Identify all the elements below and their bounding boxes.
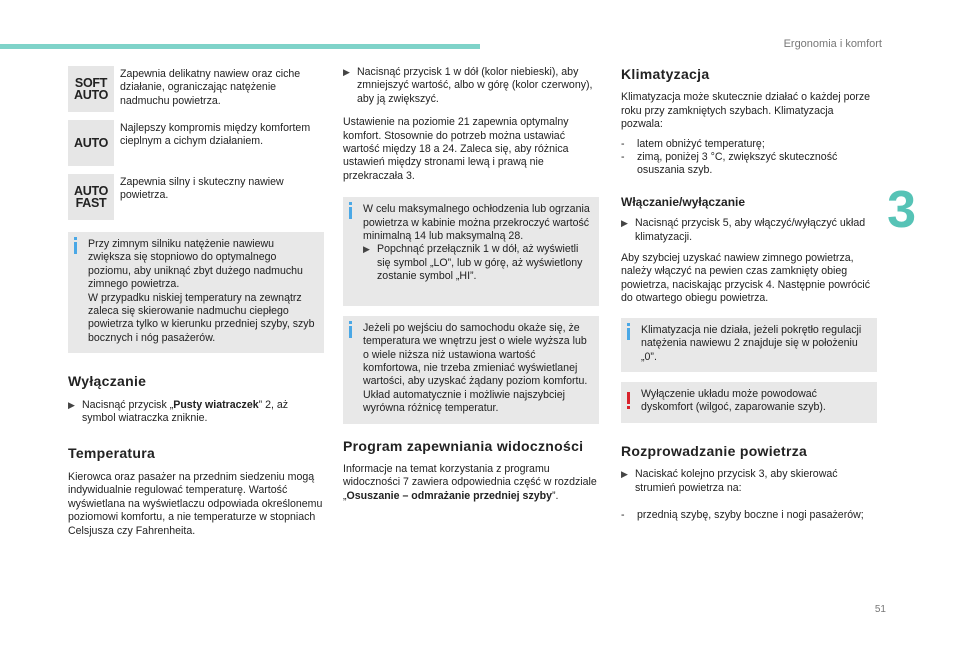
column-3 <box>621 66 877 522</box>
paragraph: Klimatyzacja może skutecznie działać o każdej porze roku przy zamkniętych szybach. Klimatyzacja pozwala: <box>621 91 871 131</box>
arrow-bullet-icon: ▶ <box>68 399 75 410</box>
arrow-bullet-icon: ▶ <box>621 218 628 229</box>
auto-badge: AUTO <box>68 120 114 166</box>
list-item: - latem obniżyć temperaturę; <box>621 137 765 150</box>
info-icon <box>627 323 630 326</box>
arrow-bullet-icon: ▶ <box>621 469 628 480</box>
mode-soft-auto <box>68 66 324 112</box>
bullet-item: ▶ Nacisnąć przycisk 1 w dół (kolor niebieski), aby zmniejszyć wartość, albo w górę (kolor czerwony), aby ją zwiększyć. <box>343 66 593 105</box>
soft-auto-badge: SOFT AUTO <box>68 66 114 112</box>
warning-icon <box>627 392 630 404</box>
warning-box <box>621 382 877 423</box>
paragraph: Ustawienie na poziomie 21 zapewnia optymalny komfort. Stosownie do potrzeb można ustawiać wartość między 18 a 24. Zaleca się, aby różnica ustawień między stronami lewą i prawą nie przekraczała 3. <box>343 116 569 182</box>
header-accent-bar <box>0 44 480 49</box>
bullet-item: ▶ Nacisnąć przycisk 5, aby włączyć/wyłączyć układ klimatyzacji. <box>621 217 866 243</box>
heading-program-widocznosci: Program zapewniania widoczności <box>343 437 584 454</box>
info-box <box>621 318 877 372</box>
column-1 <box>68 66 324 544</box>
warning-text: Wyłączenie układu może powodować dyskomfort (wilgoć, zaparowanie szyb). <box>641 387 826 414</box>
mode-description: Najlepszy kompromis między komfortem cieplnym a cichym działaniem. <box>120 122 311 148</box>
info-icon <box>349 202 352 205</box>
info-text: Przy zimnym silniku natężenie nawiewu zwiększa się stopniowo do optymalnego poziomu, aby uniknąć zbyt dużego nadmuchu zimnego powietrza. <box>88 238 303 291</box>
heading-wylaczanie: Wyłączanie <box>68 373 147 390</box>
info-box <box>68 232 324 353</box>
info-text: Klimatyzacja nie działa, jeżeli pokrętło regulacji natężenia nawiewu 2 znajduje się w położeniu „0”. <box>641 323 862 363</box>
paragraph: Informacje na temat korzystania z programu widoczności 7 zawiera odpowiednia część w rozdziale „Osuszanie – odmrażanie przedniej szyby”. <box>343 462 597 502</box>
list-item: - zimą, poniżej 3 °C, zwiększyć skuteczność osuszania szyb. <box>621 151 838 177</box>
info-box <box>343 197 599 305</box>
mode-description: Zapewnia silny i skuteczny nawiew powietrza. <box>120 176 284 202</box>
chapter-number: 3 <box>887 181 916 239</box>
info-icon <box>74 237 77 240</box>
info-text: W celu maksymalnego ochłodzenia lub ogrzania powietrza w kabinie można przekroczyć wartość minimalną 14 lub maksymalną 28. <box>363 203 590 243</box>
bullet-item: ▶ Popchnąć przełącznik 1 w dół, aż wyświetli się symbol „LO”, lub w górę, aż wyświetlony zostanie symbol „HI”. <box>363 243 583 283</box>
page-number: 51 <box>874 604 886 615</box>
mode-auto-fast <box>68 174 324 220</box>
mode-description: Zapewnia delikatny nawiew oraz ciche działanie, ograniczając natężenie nadmuchu powietrza. <box>120 68 301 107</box>
info-icon <box>349 321 352 324</box>
heading-temperatura: Temperatura <box>68 445 156 462</box>
bullet-item: ▶ Nacisnąć przycisk „Pusty wiatraczek” 2, aż symbol wiatraczka zniknie. <box>68 398 289 425</box>
heading-klimatyzacja: Klimatyzacja <box>621 66 710 82</box>
paragraph: Kierowca oraz pasażer na przednim siedzeniu mogą indywidualnie regulować temperaturę. Wartość wyświetlana na wyświetlaczu odpowiada określonemu poziomowi komfortu, a nie temperaturze w stopniach Celsjusza czy Fahrenheita. <box>68 470 323 537</box>
info-text: W przypadku niskiej temperatury na zewnątrz zaleca się skierowanie nadmuchu ciepłego powietrza tylko w kierunku przedniej szyby, szyb bocznych i nóg pasażerów. <box>88 291 315 344</box>
paragraph: Aby szybciej uzyskać nawiew zimnego powietrza, należy włączyć na pewien czas zamknięty obieg powietrza, naciskając przycisk 4. Następnie powrócić do otwartego obiegu powietrza. <box>621 252 871 305</box>
column-2 <box>343 66 599 509</box>
info-text: Jeżeli po wejściu do samochodu okaże się, że temperatura we wnętrzu jest o wiele wyższa lub o wiele niższa niż ustawiona wartość komfortowa, nie trzeba zmieniać wyświetlanej wartości, aby uzyskać żądany poziom komfortu. Układ automatycznie i możliwie najszybciej wyrówna różnicę temperatur. <box>363 321 588 415</box>
list-item: - przednią szybę, szyby boczne i nogi pasażerów; <box>621 508 864 521</box>
bullet-item: ▶ Naciskać kolejno przycisk 3, aby skierować strumień powietrza na: <box>621 468 838 494</box>
mode-auto <box>68 120 324 166</box>
heading-wlaczanie: Włączanie/wyłączanie <box>621 194 746 209</box>
heading-rozprowadzanie: Rozprowadzanie powietrza <box>621 442 808 459</box>
arrow-bullet-icon: ▶ <box>343 67 350 77</box>
auto-fast-badge: AUTO FAST <box>68 174 114 220</box>
info-box <box>343 316 599 424</box>
arrow-bullet-icon: ▶ <box>363 244 370 255</box>
section-title: Ergonomia i komfort <box>783 38 882 50</box>
